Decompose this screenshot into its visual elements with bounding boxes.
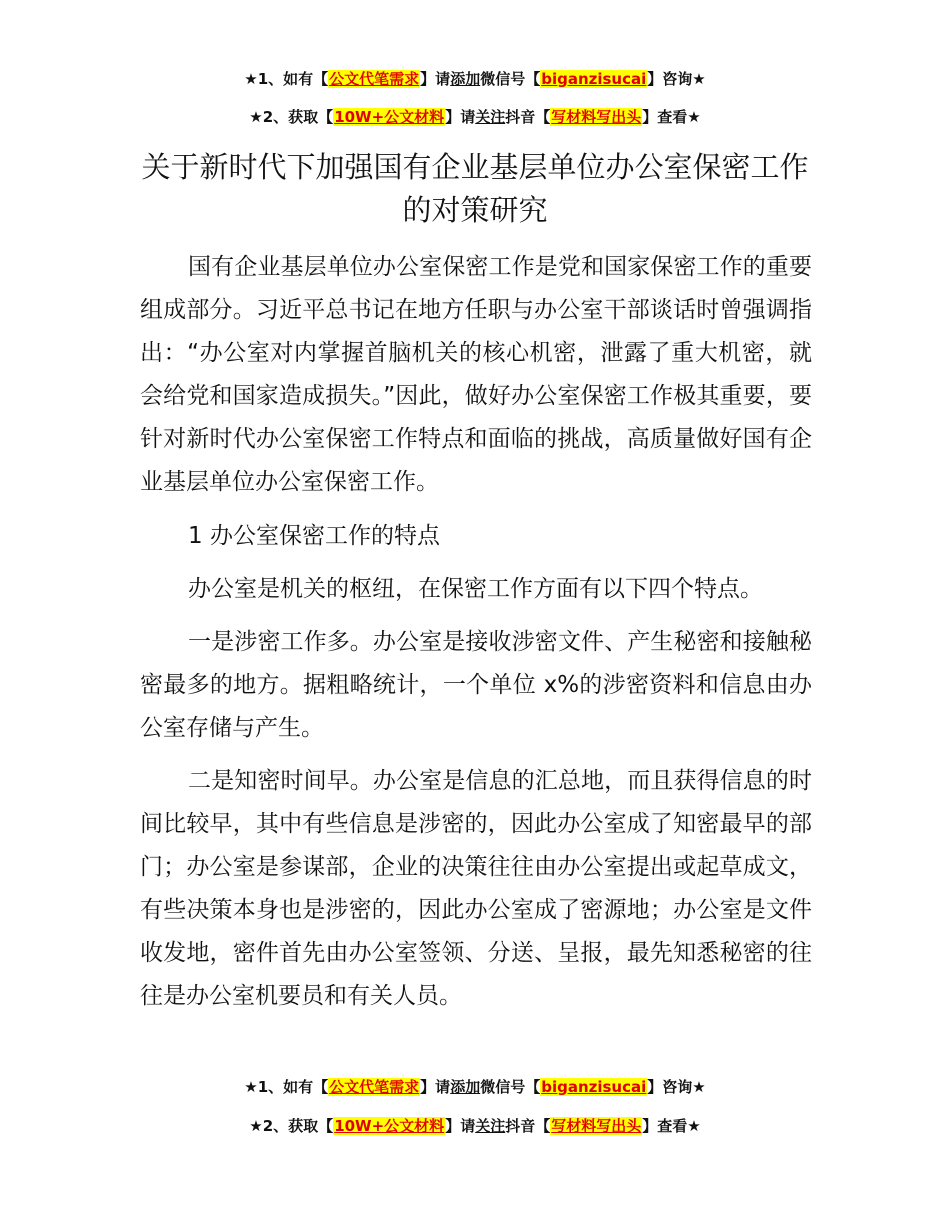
- banner-highlight-wechat-id: biganzisucai: [541, 70, 647, 88]
- banner-emphasis: 关注: [475, 1117, 506, 1135]
- document-title: 关于新时代下加强国有企业基层单位办公室保密工作的对策研究: [141, 150, 809, 227]
- banner-suffix: 】查看★: [642, 108, 701, 126]
- banner-suffix: 】咨询★: [647, 70, 706, 88]
- banner-text: 】请: [445, 1117, 476, 1135]
- paragraph-feature-1: 一是涉密工作多。办公室是接收涉密文件、产生秘密和接触秘密最多的地方。据粗略统计，一个单位 x%的涉密资料和信息由办公室存储与产生。: [140, 629, 812, 741]
- top-banner-line-2: [0, 107, 950, 127]
- banner-text: 】请: [420, 1078, 451, 1096]
- banner-text: 】请: [445, 108, 476, 126]
- bottom-banner-line-2: [0, 1116, 950, 1136]
- paragraph-feature-2: 二是知密时间早。办公室是信息的汇总地，而且获得信息的时间比较早，其中有些信息是涉密的，因此办公室成了知密最早的部门；办公室是参谋部，企业的决策往往由办公室提出或起草成文，有些决策本身也是涉密的，因此办公室成了密源地；办公室是文件收发地，密件首先由办公室签领、分送、呈报，最先知悉秘密的往往是办公室机要员和有关人员。: [140, 768, 812, 1009]
- bottom-banner-line-1: [0, 1077, 950, 1097]
- banner-highlight-wechat-id: biganzisucai: [541, 1078, 647, 1096]
- banner-prefix: ★2、获取【: [249, 108, 334, 126]
- banner-emphasis: 添加: [450, 1078, 481, 1096]
- section-heading: 1 办公室保密工作的特点: [188, 523, 440, 549]
- banner-highlight-service: 公文代笔需求: [329, 70, 420, 88]
- banner-highlight-materials: 10W+公文材料: [334, 108, 445, 126]
- banner-prefix: ★1、如有【: [244, 70, 329, 88]
- banner-text: 微信号【: [480, 70, 541, 88]
- top-banner-line-1: [0, 69, 950, 89]
- banner-highlight-materials: 10W+公文材料: [334, 1117, 445, 1135]
- banner-text: 】请: [420, 70, 451, 88]
- banner-highlight-service: 公文代笔需求: [329, 1078, 420, 1096]
- banner-text: 抖音【: [505, 108, 551, 126]
- paragraph-overview: 办公室是机关的枢纽，在保密工作方面有以下四个特点。: [188, 576, 763, 602]
- banner-highlight-douyin: 写材料写出头: [551, 1117, 642, 1135]
- banner-text: 微信号【: [480, 1078, 541, 1096]
- banner-prefix: ★1、如有【: [244, 1078, 329, 1096]
- paragraph-intro: 国有企业基层单位办公室保密工作是党和国家保密工作的重要组成部分。习近平总书记在地方任职与办公室干部谈话时曾强调指出：“办公室对内掌握首脑机关的核心机密，泄露了重大机密，就会给党和国家造成损失。”因此，做好办公室保密工作极其重要，要针对新时代办公室保密工作特点和面临的挑战，高质量做好国有企业基层单位办公室保密工作。: [140, 254, 812, 495]
- banner-suffix: 】咨询★: [647, 1078, 706, 1096]
- banner-emphasis: 关注: [475, 108, 506, 126]
- banner-highlight-douyin: 写材料写出头: [551, 108, 642, 126]
- banner-emphasis: 添加: [450, 70, 481, 88]
- banner-prefix: ★2、获取【: [249, 1117, 334, 1135]
- banner-text: 抖音【: [505, 1117, 551, 1135]
- banner-suffix: 】查看★: [642, 1117, 701, 1135]
